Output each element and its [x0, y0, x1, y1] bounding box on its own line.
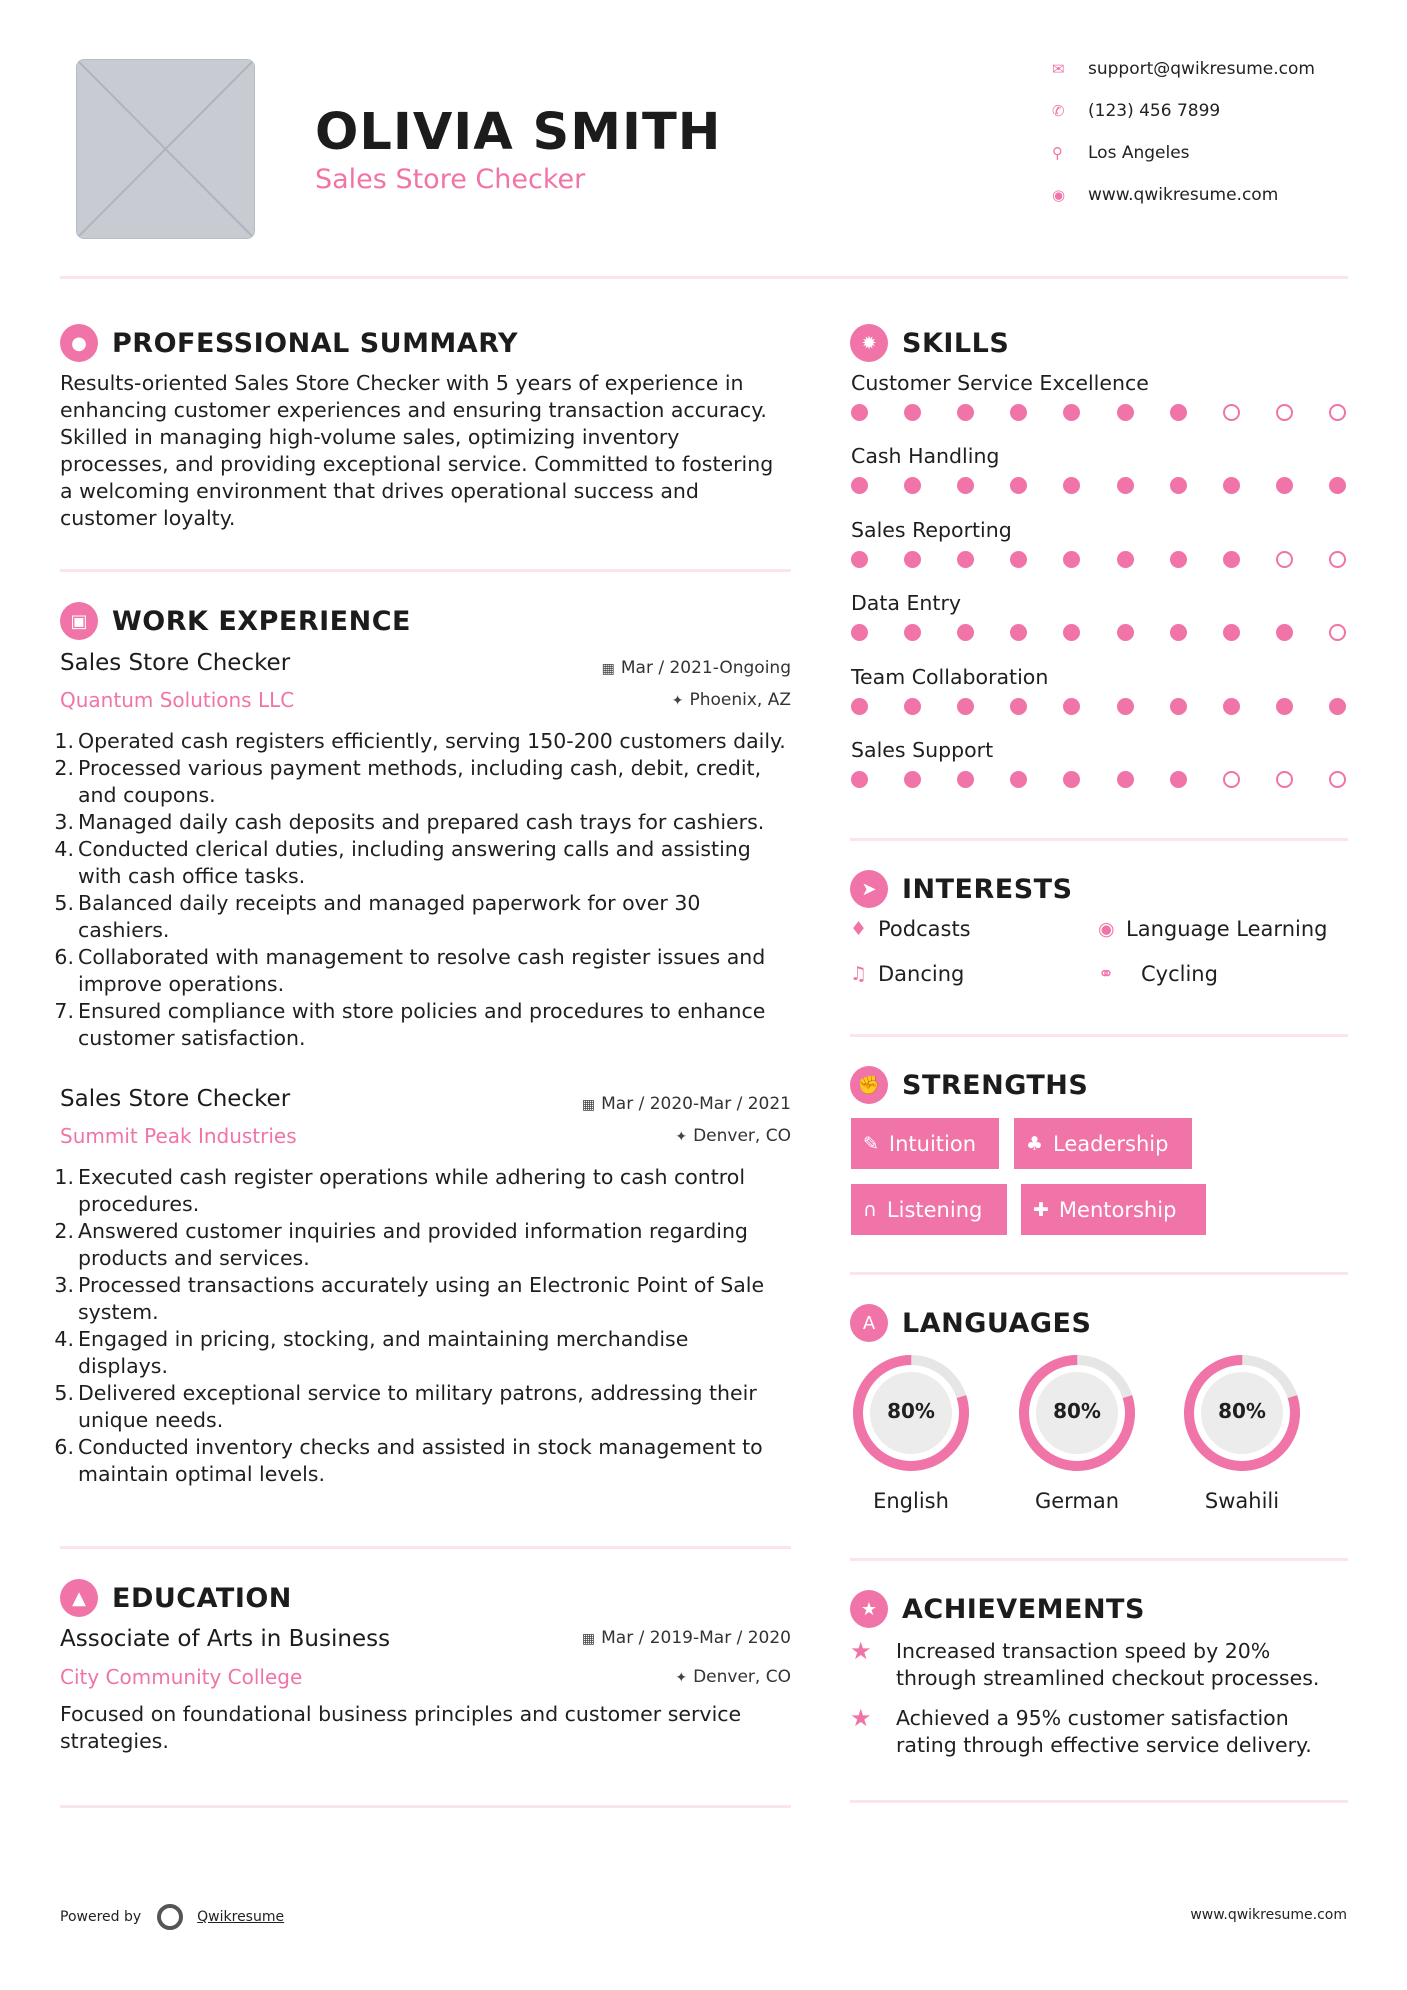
rating-dot-filled: [904, 551, 921, 568]
achievement-item: [850, 1638, 1370, 1692]
rating-dot-filled: [1223, 624, 1240, 641]
education-line: strategies.: [60, 1729, 169, 1753]
rating-dot-empty: [1329, 624, 1346, 641]
rating-dot-filled: [904, 771, 921, 788]
summary-title: PROFESSIONAL SUMMARY: [112, 327, 519, 359]
duty-item: Delivered exceptional service to military patrons, addressing their unique needs.: [78, 1381, 757, 1432]
job-location: [672, 690, 791, 710]
rating-dot-filled: [1276, 477, 1293, 494]
rating-dot-filled: [957, 551, 974, 568]
interest-item: [850, 917, 971, 941]
job-location-text: Denver, CO: [693, 1126, 791, 1146]
job-dates-text: Mar / 2020-Mar / 2021: [601, 1094, 791, 1114]
company-name: Summit Peak Industries: [60, 1124, 297, 1148]
rating-dot-empty: [1329, 771, 1346, 788]
rating-dot-filled: [1170, 404, 1187, 421]
rating-dot-filled: [1117, 477, 1134, 494]
rating-dot-filled: [1170, 551, 1187, 568]
photo-placeholder: [77, 60, 254, 238]
job-dates: [582, 1094, 791, 1114]
rating-dot-filled: [1010, 551, 1027, 568]
rating-dot-filled: [1329, 477, 1346, 494]
pushpin-icon: ✦: [675, 1670, 688, 1686]
rating-dot-filled: [851, 551, 868, 568]
globe-icon: ◉: [1098, 918, 1115, 940]
skill-rating: [851, 477, 1346, 494]
education-dates: [582, 1628, 791, 1648]
rating-dot-empty: [1276, 404, 1293, 421]
footer-url[interactable]: www.qwikresume.com: [1190, 1907, 1347, 1923]
envelope-icon: ✉: [1052, 60, 1065, 78]
achievement-text: Achieved a 95% customer satisfaction rating through effective service delivery.: [896, 1706, 1312, 1757]
calendar-icon: ▦: [581, 1631, 596, 1647]
skill-item: [851, 371, 1351, 444]
rating-dot-filled: [1223, 698, 1240, 715]
language-name: Swahili: [1204, 1489, 1280, 1513]
paper-plane-icon: ➤: [850, 870, 888, 908]
rating-dot-filled: [1063, 477, 1080, 494]
headphones-icon: ∩: [863, 1198, 877, 1221]
section-divider: [850, 1800, 1348, 1803]
education-title: EDUCATION: [112, 1582, 292, 1614]
strength-label: Mentorship: [1058, 1197, 1177, 1222]
rating-dot-filled: [1329, 698, 1346, 715]
location-pin-icon: ⚲: [1052, 144, 1063, 162]
rating-dot-filled: [851, 698, 868, 715]
rating-dot-filled: [1276, 624, 1293, 641]
section-divider: [850, 1034, 1348, 1037]
duty-item: Managed daily cash deposits and prepared cash trays for cashiers.: [78, 810, 765, 834]
rating-dot-empty: [1329, 404, 1346, 421]
user-icon: ●: [60, 324, 98, 362]
skill-rating: [851, 404, 1346, 421]
education-description: [60, 1701, 800, 1755]
phone-text: (123) 456 7899: [1088, 101, 1221, 121]
school-name: City Community College: [60, 1665, 303, 1689]
language-icon: A: [850, 1304, 888, 1342]
rating-dot-filled: [1063, 404, 1080, 421]
candidate-title: Sales Store Checker: [315, 164, 586, 195]
rating-dot-filled: [1063, 771, 1080, 788]
rating-dot-filled: [851, 477, 868, 494]
strength-chip: [1014, 1118, 1192, 1169]
job-duties-list: [78, 728, 798, 1052]
fist-icon: ✊: [850, 1066, 888, 1104]
interests-heading: [850, 869, 1073, 909]
interest-item: [1098, 917, 1327, 941]
skill-item: [851, 591, 1351, 664]
duty-item: Balanced daily receipts and managed paperwork for over 30 cashiers.: [78, 891, 701, 942]
skill-item: [851, 444, 1351, 517]
skill-rating: [851, 771, 1346, 788]
footer-powered-by: [60, 1904, 284, 1930]
rating-dot-filled: [957, 404, 974, 421]
duty-item: Collaborated with management to resolve cash register issues and improve operations.: [78, 945, 766, 996]
graduation-cap-icon: ▲: [60, 1579, 98, 1617]
job-location-text: Phoenix, AZ: [689, 690, 791, 710]
rating-dot-filled: [1117, 551, 1134, 568]
summary-line: Results-oriented Sales Store Checker with 5 years of experience in: [60, 371, 744, 395]
job-title: Sales Store Checker: [60, 1086, 291, 1112]
magic-wand-icon: ✎: [863, 1132, 879, 1155]
rating-dot-filled: [1117, 404, 1134, 421]
contact-website[interactable]: [1050, 181, 1370, 209]
strength-label: Intuition: [888, 1131, 977, 1156]
languages-heading: [850, 1303, 1091, 1343]
duty-item: Processed various payment methods, including cash, debit, credit, and coupons.: [78, 756, 762, 807]
language-percent: 80%: [1053, 1399, 1101, 1423]
education-dates-text: Mar / 2019-Mar / 2020: [601, 1628, 791, 1648]
education-location-text: Denver, CO: [693, 1667, 791, 1687]
work-heading: [60, 601, 411, 641]
rating-dot-filled: [957, 698, 974, 715]
skill-name: Data Entry: [851, 591, 962, 616]
duty-item: Processed transactions accurately using an Electronic Point of Sale system.: [78, 1273, 765, 1324]
section-divider: [60, 1546, 791, 1549]
duty-item: Executed cash register operations while adhering to cash control procedures.: [78, 1165, 746, 1216]
skill-name: Sales Support: [851, 737, 994, 762]
languages-title: LANGUAGES: [902, 1307, 1092, 1339]
language-name: English: [873, 1489, 949, 1513]
contact-email[interactable]: [1050, 55, 1370, 83]
section-divider: [60, 1805, 791, 1808]
rating-dot-filled: [1223, 551, 1240, 568]
calendar-icon: ▦: [581, 1097, 596, 1113]
rating-dot-filled: [1170, 698, 1187, 715]
website-text: www.qwikresume.com: [1088, 185, 1279, 205]
rating-dot-filled: [1170, 624, 1187, 641]
job-duties-list: [78, 1164, 798, 1488]
strengths-title: STRENGTHS: [902, 1069, 1089, 1101]
interest-label: Dancing: [878, 962, 965, 986]
pushpin-icon: ✦: [675, 1129, 688, 1145]
skill-rating: [851, 551, 1346, 568]
skill-item: [851, 518, 1351, 591]
rating-dot-filled: [851, 771, 868, 788]
rating-dot-filled: [1063, 698, 1080, 715]
user-plus-icon: ✚: [1033, 1198, 1049, 1221]
job-dates-text: Mar / 2021-Ongoing: [620, 658, 791, 678]
skill-name: Sales Reporting: [851, 517, 1012, 542]
strengths-heading: [850, 1065, 1088, 1105]
education-line: Focused on foundational business principles and customer service: [60, 1702, 742, 1726]
job-title: Sales Store Checker: [60, 650, 291, 676]
strength-chip: [851, 1118, 999, 1169]
pushpin-icon: ✦: [671, 693, 684, 709]
summary-line: customer loyalty.: [60, 506, 236, 530]
duty-item: Ensured compliance with store policies and procedures to enhance customer satisfaction.: [78, 999, 766, 1050]
profile-photo: [76, 59, 255, 239]
education-heading: [60, 1578, 292, 1618]
job-dates: [602, 658, 791, 678]
skill-name: Cash Handling: [851, 444, 1000, 469]
briefcase-icon: ▣: [60, 602, 98, 640]
summary-line: enhancing customer experiences and ensuring transaction accuracy.: [60, 398, 767, 422]
education-location: [675, 1667, 791, 1687]
duty-item: Conducted inventory checks and assisted in stock management to maintain optimal levels.: [78, 1435, 763, 1486]
users-icon: ♣: [1026, 1132, 1044, 1155]
section-divider: [850, 838, 1348, 841]
calendar-icon: ▦: [601, 661, 615, 677]
summary-heading: [60, 323, 518, 363]
rating-dot-filled: [957, 771, 974, 788]
rating-dot-filled: [1063, 551, 1080, 568]
achievements-heading: [850, 1589, 1145, 1629]
strength-label: Listening: [886, 1197, 983, 1222]
rating-dot-filled: [1010, 404, 1027, 421]
skill-name: Customer Service Excellence: [851, 371, 1149, 395]
contact-location: [1050, 139, 1370, 167]
interest-label: Cycling: [1141, 962, 1218, 986]
candidate-name: OLIVIA SMITH: [315, 103, 722, 162]
rating-dot-filled: [957, 624, 974, 641]
interest-item: [1098, 962, 1218, 986]
strength-label: Leadership: [1053, 1131, 1169, 1156]
language-percent: 80%: [1218, 1399, 1266, 1423]
strength-chip: [851, 1184, 1007, 1235]
star-icon: ★: [850, 1590, 888, 1628]
work-title: WORK EXPERIENCE: [112, 605, 411, 637]
rating-dot-filled: [1117, 771, 1134, 788]
rating-dot-filled: [851, 624, 868, 641]
summary-line: Skilled in managing high-volume sales, optimizing inventory: [60, 425, 680, 449]
rating-dot-filled: [904, 698, 921, 715]
rating-dot-empty: [1329, 551, 1346, 568]
summary-text: [60, 370, 800, 532]
rating-dot-filled: [957, 477, 974, 494]
duty-item: Answered customer inquiries and provided information regarding products and services.: [78, 1219, 748, 1270]
job-location: [675, 1126, 791, 1146]
rating-dot-empty: [1276, 551, 1293, 568]
powered-by-text: Powered by: [60, 1909, 142, 1925]
skill-item: [851, 665, 1351, 738]
rating-dot-empty: [1276, 771, 1293, 788]
bicycle-icon: ⚭: [1098, 963, 1114, 985]
language-percent: 80%: [887, 1399, 935, 1423]
company-name: Quantum Solutions LLC: [60, 688, 295, 712]
interest-label: Language Learning: [1126, 917, 1328, 941]
rating-dot-filled: [904, 404, 921, 421]
duty-item: Operated cash registers efficiently, serving 150-200 customers daily.: [78, 729, 786, 753]
section-divider: [850, 1558, 1348, 1561]
star-icon: ★: [850, 1637, 872, 1665]
rating-dot-filled: [904, 624, 921, 641]
interests-title: INTERESTS: [902, 873, 1073, 905]
rating-dot-filled: [1010, 477, 1027, 494]
contact-phone[interactable]: [1050, 97, 1370, 125]
interest-label: Podcasts: [878, 917, 971, 941]
microphone-icon: ♦: [850, 918, 868, 940]
skill-rating: [851, 624, 1346, 641]
rating-dot-empty: [1223, 771, 1240, 788]
duty-item: Engaged in pricing, stocking, and maintaining merchandise displays.: [78, 1327, 689, 1378]
qwikresume-logo-icon: [157, 1904, 183, 1930]
skill-item: [851, 738, 1351, 811]
phone-icon: ✆: [1052, 102, 1065, 120]
music-note-icon: ♫: [850, 963, 868, 985]
rating-dot-filled: [1117, 624, 1134, 641]
brand-link[interactable]: Qwikresume: [197, 1909, 285, 1925]
rating-dot-filled: [1170, 477, 1187, 494]
skill-rating: [851, 698, 1346, 715]
header-divider: [60, 276, 1348, 279]
lightbulb-icon: ✹: [850, 324, 888, 362]
skills-list: [851, 371, 1351, 811]
email-text: support@qwikresume.com: [1088, 59, 1315, 79]
rating-dot-filled: [1010, 771, 1027, 788]
rating-dot-filled: [1223, 477, 1240, 494]
summary-line: a welcoming environment that drives operational success and: [60, 479, 699, 503]
rating-dot-filled: [1170, 771, 1187, 788]
section-divider: [850, 1272, 1348, 1275]
globe-icon: ◉: [1052, 186, 1066, 204]
summary-line: processes, and providing exceptional service. Committed to fostering: [60, 452, 774, 476]
rating-dot-filled: [1063, 624, 1080, 641]
rating-dot-filled: [1010, 624, 1027, 641]
star-icon: ★: [850, 1704, 872, 1732]
achievement-text: Increased transaction speed by 20% through streamlined checkout processes.: [896, 1639, 1320, 1690]
degree-title: Associate of Arts in Business: [60, 1626, 391, 1652]
rating-dot-filled: [851, 404, 868, 421]
achievements-title: ACHIEVEMENTS: [902, 1593, 1145, 1625]
location-text: Los Angeles: [1088, 143, 1190, 163]
rating-dot-filled: [1117, 698, 1134, 715]
rating-dot-filled: [904, 477, 921, 494]
rating-dot-filled: [1010, 698, 1027, 715]
duty-item: Conducted clerical duties, including answering calls and assisting with cash office tasks.: [78, 837, 751, 888]
skills-heading: [850, 323, 1009, 363]
section-divider: [60, 569, 791, 572]
skills-title: SKILLS: [902, 327, 1010, 359]
rating-dot-filled: [1276, 698, 1293, 715]
skill-name: Team Collaboration: [851, 664, 1049, 689]
language-name: German: [1034, 1489, 1120, 1513]
rating-dot-empty: [1223, 404, 1240, 421]
achievement-item: [850, 1705, 1370, 1759]
strength-chip: [1021, 1184, 1206, 1235]
interest-item: [850, 962, 964, 986]
